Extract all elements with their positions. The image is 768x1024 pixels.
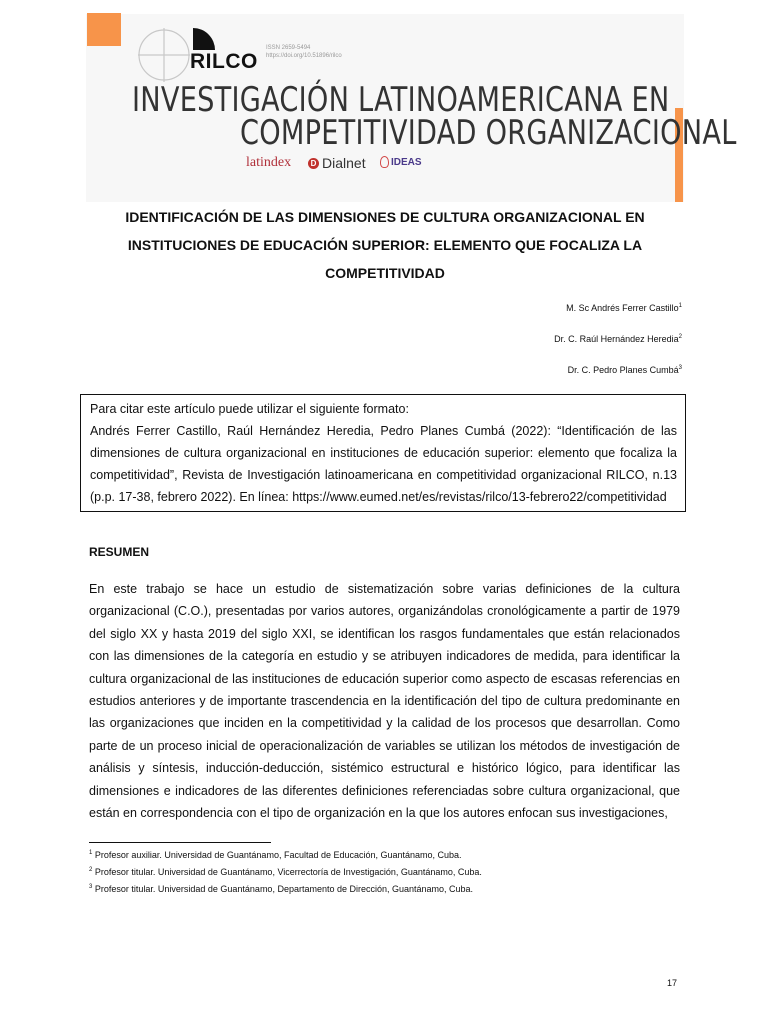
issn-text: ISSN 2659-5494 [266, 45, 311, 51]
accent-square [87, 13, 121, 46]
abstract-heading: RESUMEN [89, 545, 150, 559]
footnote-1: $^1$ Profesor auxiliar. Universidad de Guantánamo, Facultad de Educación, Guantánamo, Cuba. [89, 850, 462, 860]
author-3: Dr. C. Pedro Planes Cumbá$^3$ [567, 365, 682, 375]
dialnet-icon: D [308, 158, 319, 169]
abstract-body: En este trabajo se hace un estudio de sistematización sobre varias definiciones de la cultura organizacional (C.O.), presentadas por varios autores, organizándolas cronológicamente a partir de 1979 del siglo XX y hasta 2019 del siglo XXI, se identifican los rasgos fundamentales que están relacionados con las dimensiones de la categoría en estudio y se atribuyen indicadores de medida, para identificar la cultura organizacional de las instituciones de educación superior como aspecto de escasas referencias en estudios anteriores y de importante trascendencia en la identificación del tipo de cultura predominante en las organizaciones que inciden en la competitividad y la calidad de los procesos que desarrollan. Como parte de un proceso inicial de operacionalización de variables se utilizan los métodos de investigación de análisis y síntesis, inducción-deducción, sistémico estructural e histórico lógico, para identificar las dimensiones e indicadores de las diferentes definiciones referenciadas sobre cultura organizacional, que están en correspondencia con el tipo de organización en la que los autores enfocan sus investigaciones, [89, 582, 680, 821]
latindex-logo: latindex [246, 155, 292, 170]
citation-box [80, 394, 686, 512]
article-title-line3: COMPETITIVIDAD [325, 265, 445, 281]
journal-title-line1: INVESTIGACIÓN LATINOAMERICANA EN [132, 80, 670, 120]
citation-text: Andrés Ferrer Castillo, Raúl Hernández Heredia, Pedro Planes Cumbá (2022): “Identificación de las dimensiones de cultura organizacional en instituciones de educación superior: elemento que focaliza la competitividad”, Revista de Investigación latinoamericana en competitividad organizacional RILCO, n.13 (p.p. 17-38, febrero 2022). En línea: https://www.eumed.net/es/revistas/rilco/13-febrero22/competitividad [90, 424, 677, 504]
author-1: M. Sc Andrés Ferrer Castillo$^1$ [566, 303, 682, 313]
footnote-divider [89, 842, 271, 843]
dialnet-logo [308, 155, 366, 171]
ideas-logo [380, 156, 422, 168]
dialnet-label: Dialnet [322, 155, 366, 171]
issn-block [266, 44, 342, 60]
article-title [86, 203, 684, 287]
doi-link[interactable]: https://doi.org/10.51896/rilco [266, 53, 342, 59]
ideas-label: IDEAS [391, 156, 422, 168]
article-title-line1: IDENTIFICACIÓN DE LAS DIMENSIONES DE CULTURA ORGANIZACIONAL EN [125, 209, 645, 225]
lightbulb-icon [380, 156, 389, 168]
footnote-3: $^3$ Profesor titular. Universidad de Guantánamo, Departamento de Dirección, Guantánamo, Cuba. [89, 884, 474, 894]
page-number: 17 [667, 978, 678, 988]
article-title-line2: INSTITUCIONES DE EDUCACIÓN SUPERIOR: ELEMENTO QUE FOCALIZA LA [127, 237, 643, 253]
journal-title-line2: COMPETITIVIDAD ORGANIZACIONAL [240, 113, 737, 153]
citation-intro: Para citar este artículo puede utilizar el siguiente formato: [90, 402, 409, 416]
author-2: Dr. C. Raúl Hernández Heredia$^2$ [554, 334, 682, 344]
logo-wordmark: RILCO [190, 50, 258, 73]
footnote-2: $^2$ Profesor titular. Universidad de Guantánamo, Vicerrectoría de Investigación, Guantánamo, Cuba. [89, 867, 482, 877]
